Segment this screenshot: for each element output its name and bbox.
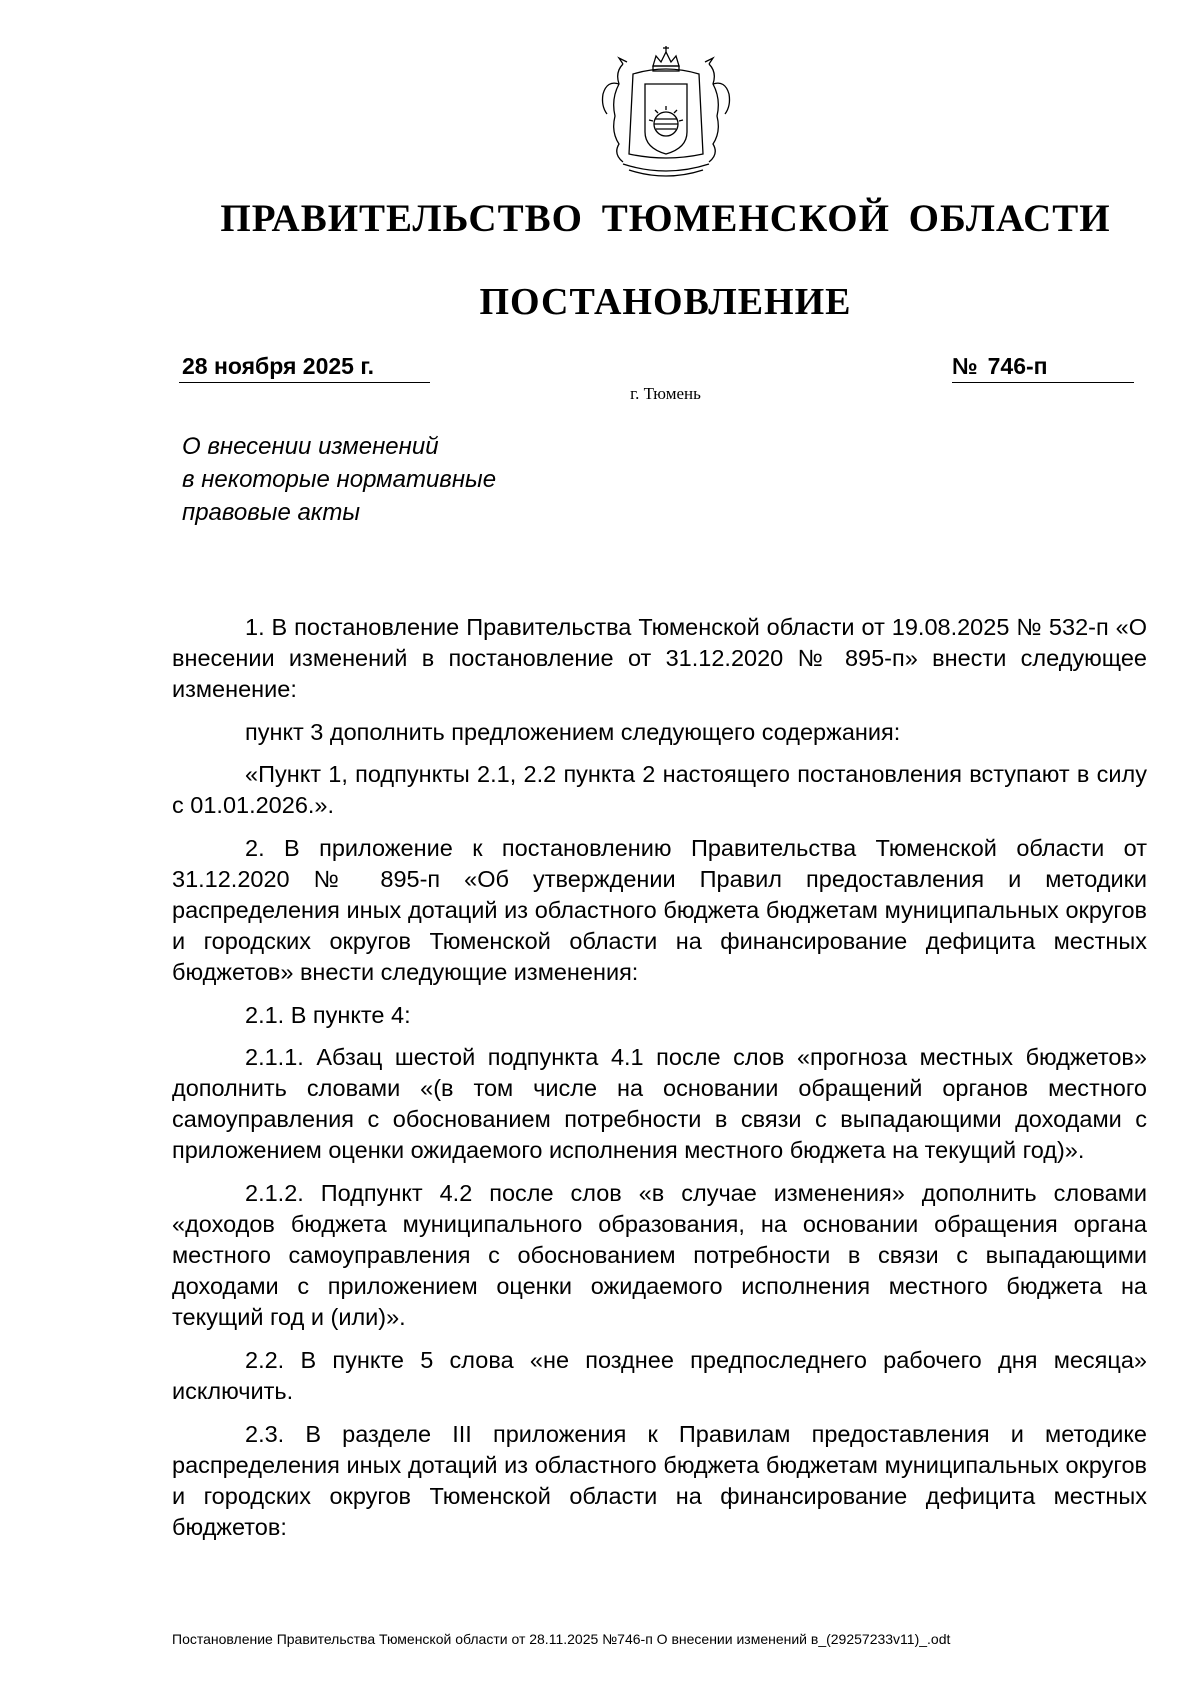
document-body [172,612,1147,1555]
paragraph-9: 2.3. В разделе III приложения к Правилам предоставления и методике распределения иных дотаций из областного бюджета бюджетам муниципальных округов и городских округов Тюменской области на финансирование дефицита местных бюджетов: [172,1421,1147,1540]
government-title: ПРАВИТЕЛЬСТВО ТЮМЕНСКОЙ ОБЛАСТИ [220,197,1111,240]
paragraph-4: 2. В приложение к постановлению Правительства Тюменской области от 31.12.2020 № 895-п «Об утверждении Правил предоставления и методики распределения иных дотаций из областного бюджета бюджетам муниципальных округов и городских округов Тюменской области на финансирование дефицита местных бюджетов» внести следующие изменения: [172,835,1147,985]
subject-line: в некоторые нормативные [182,466,497,493]
paragraph-8: 2.2. В пункте 5 слова «не позднее предпоследнего рабочего дня месяца» исключить. [172,1347,1147,1404]
document-number-field [952,353,1134,383]
document-type-heading: ПОСТАНОВЛЕНИЕ [479,281,852,323]
document-number: 746-п [987,353,1048,379]
document-subject [182,430,602,529]
paragraph-6: 2.1.1. Абзац шестой подпункта 4.1 после слов «прогноза местных бюджетов» дополнить словами «(в том числе на основании обращений органов местного самоуправления с обоснованием потребности в связи с выпадающими доходами с приложением оценки ожидаемого исполнения местного бюджета на текущий год)». [172,1044,1147,1163]
document-date: 28 ноября 2025 г. [182,353,375,379]
subject-line: правовые акты [182,499,361,526]
subject-line: О внесении изменений [182,433,439,460]
document-date-field [179,353,430,383]
paragraph-7: 2.1.2. Подпункт 4.2 после слов «в случае изменения» дополнить словами «доходов бюджета муниципального образования, на основании обращения органа местного самоуправления с обоснованием потребности в связи с выпадающими доходами с приложением оценки ожидаемого исполнения местного бюджета на текущий год и (или)». [172,1180,1147,1330]
document-city: г. Тюмень [630,384,701,403]
paragraph-5: 2.1. В пункте 4: [245,1002,411,1028]
coat-of-arms-icon [593,44,739,184]
paragraph-3: «Пункт 1, подпункты 2.1, 2.2 пункта 2 настоящего постановления вступают в силу с 01.01.2026.». [172,761,1147,818]
number-sign: № [952,353,978,379]
document-footer: Постановление Правительства Тюменской области от 28.11.2025 №746-п О внесении изменений в_(29257233v11)_.odt [172,1631,951,1647]
paragraph-1: 1. В постановление Правительства Тюменской области от 19.08.2025 № 532-п «О внесении изменений в постановление от 31.12.2020 № 895-п» внести следующее изменение: [172,614,1147,702]
paragraph-2: пункт 3 дополнить предложением следующего содержания: [245,719,901,745]
